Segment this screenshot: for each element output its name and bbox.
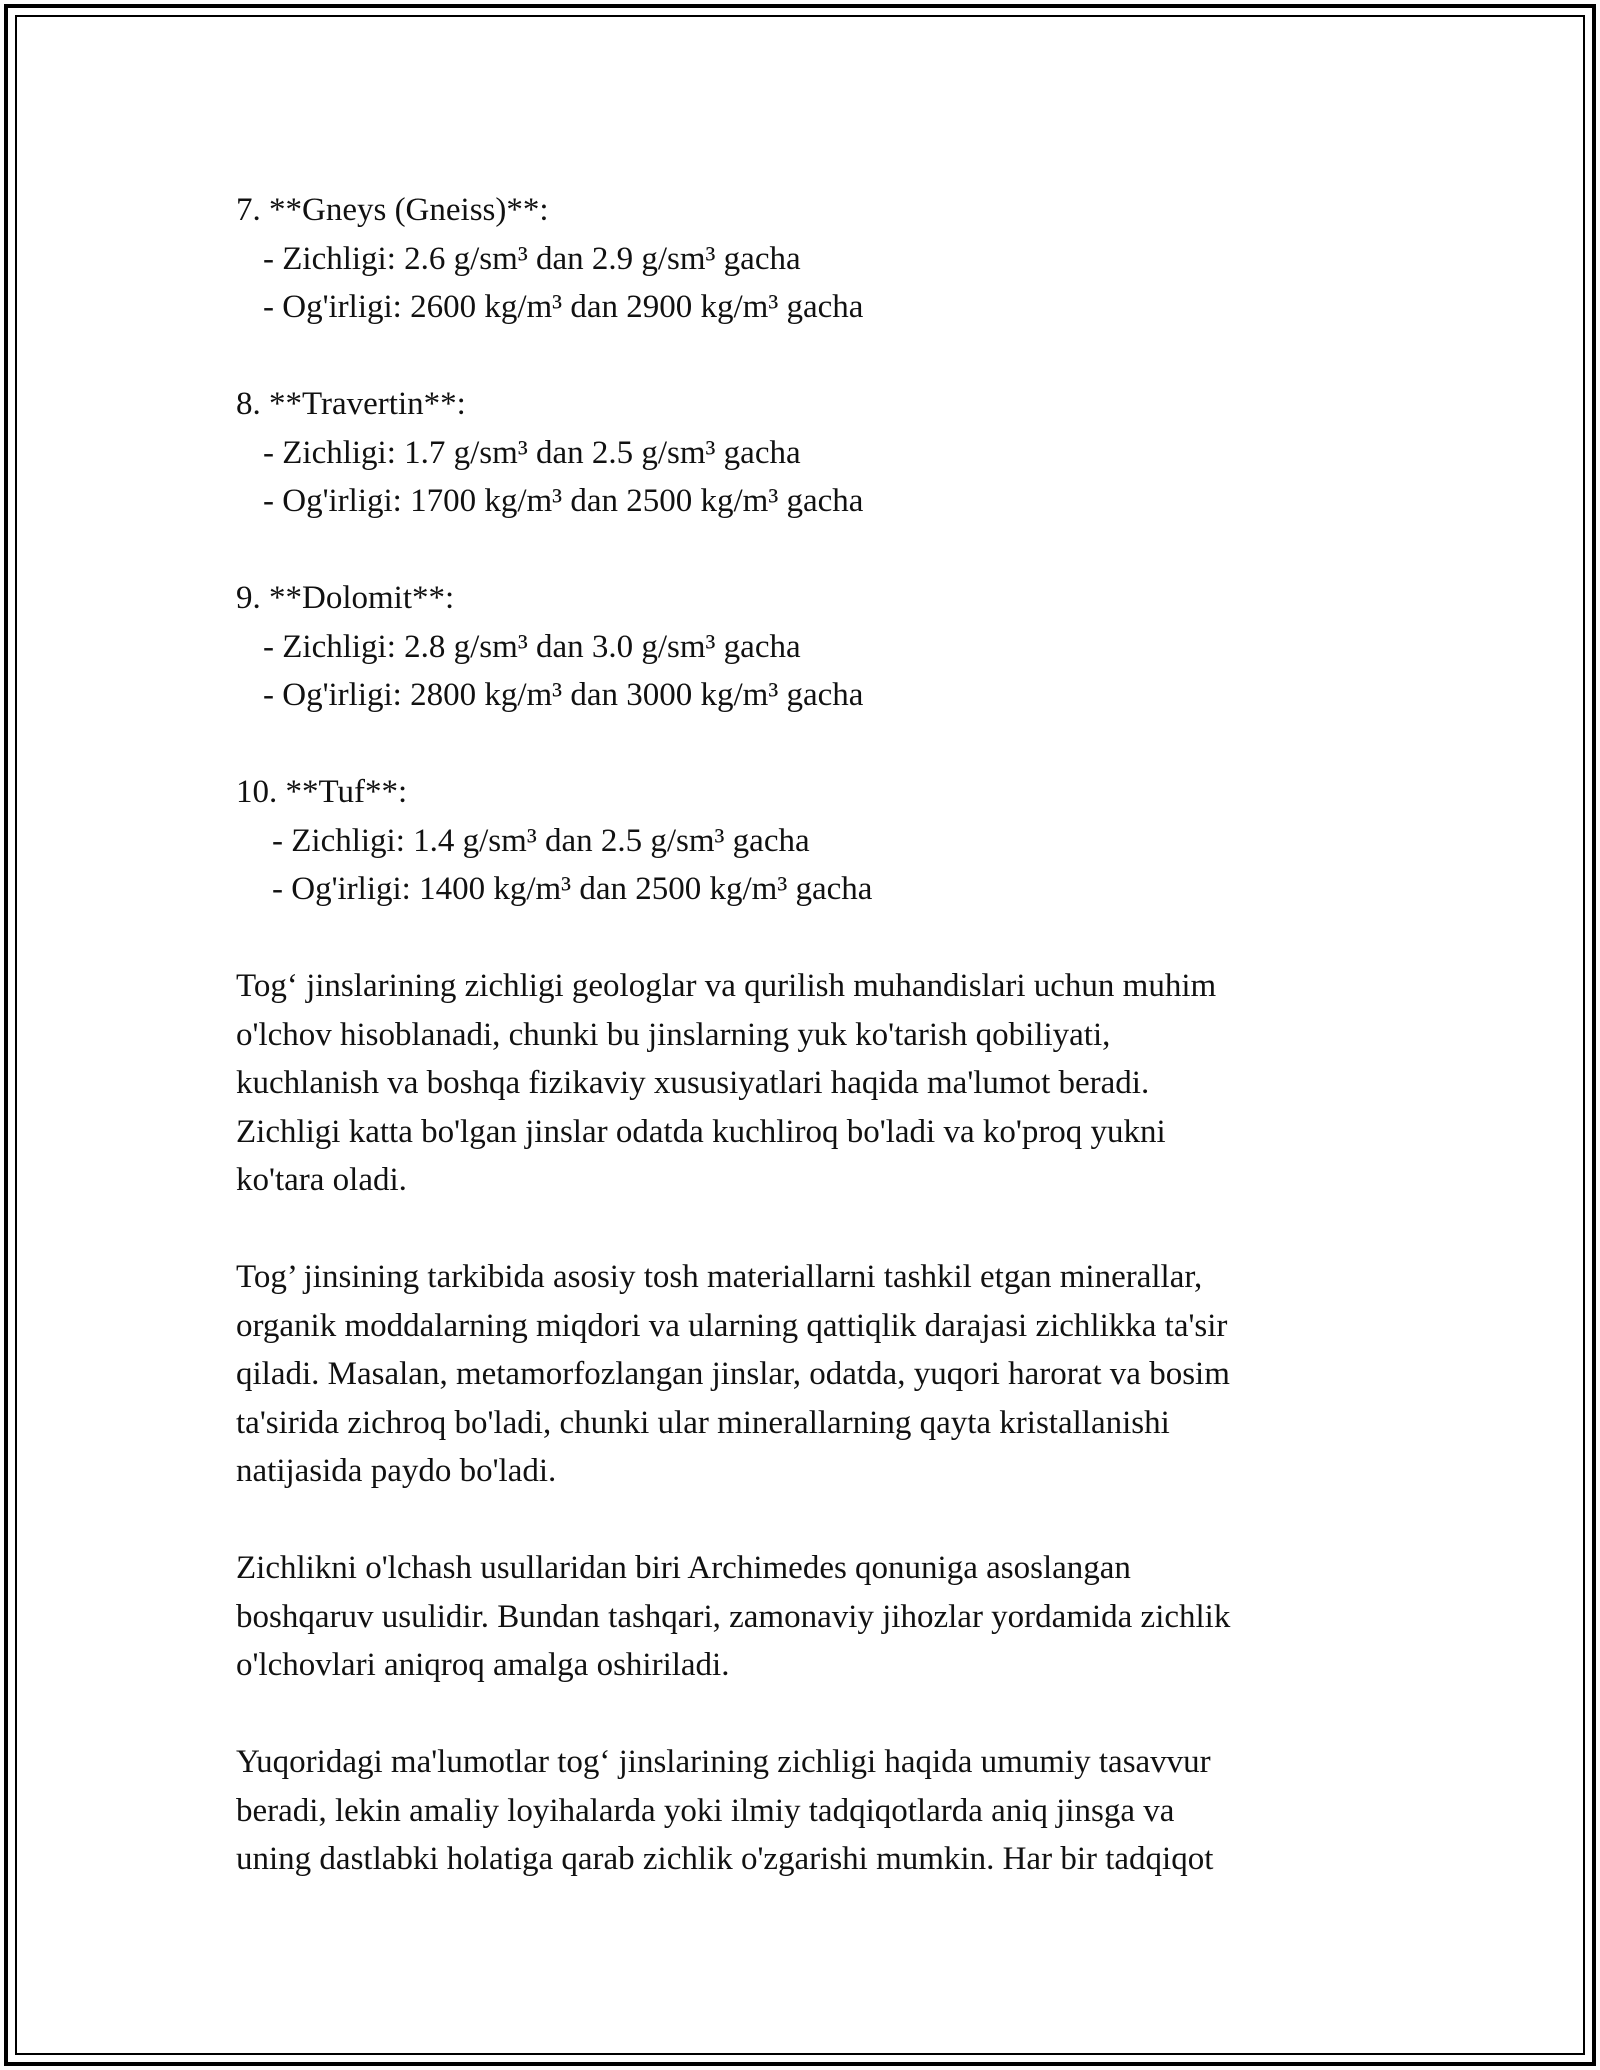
paragraph-line: Yuqoridagi ma'lumotlar tog‘ jinslarining zichligi haqida umumiy tasavvur <box>236 1744 1211 1780</box>
density-line: - Zichligi: 2.6 g/sm³ dan 2.9 g/sm³ gacha <box>263 240 801 277</box>
paragraph-line: o'lchovlari aniqroq amalga oshiriladi. <box>236 1647 730 1683</box>
list-item-heading: 8. **Travertin**: <box>236 386 466 422</box>
paragraph-composition <box>236 1253 1366 1496</box>
paragraph-line: qiladi. Masalan, metamorfozlangan jinslar, odatda, yuqori harorat va bosim <box>236 1356 1230 1392</box>
weight-line: - Og'irligi: 1400 kg/m³ dan 2500 kg/m³ gacha <box>272 871 873 907</box>
density-line: - Zichligi: 1.4 g/sm³ dan 2.5 g/sm³ gacha <box>272 822 810 859</box>
paragraph-line: uning dastlabki holatiga qarab zichlik o'zgarishi mumkin. Har bir tadqiqot <box>236 1841 1214 1877</box>
paragraph-line: Tog’ jinsining tarkibida asosiy tosh materiallarni tashkil etgan minerallar, <box>236 1259 1203 1295</box>
list-item-heading: 9. **Dolomit**: <box>236 580 455 616</box>
list-item-travertine <box>236 380 1366 526</box>
paragraph-line: Zichlikni o'lchash usullaridan biri Archimedes qonuniga asoslangan <box>236 1550 1131 1586</box>
spacer <box>236 1205 1366 1254</box>
density-line: - Zichligi: 1.7 g/sm³ dan 2.5 g/sm³ gacha <box>263 434 801 471</box>
list-item-heading: 10. **Tuf**: <box>236 774 408 810</box>
paragraph-measurement <box>236 1544 1366 1690</box>
spacer <box>236 720 1366 769</box>
spacer <box>236 914 1366 963</box>
paragraph-line: o'lchov hisoblanadi, chunki bu jinslarning yuk ko'tarish qobiliyati, <box>236 1016 1111 1053</box>
document-body <box>236 186 1366 1884</box>
weight-line: - Og'irligi: 1700 kg/m³ dan 2500 kg/m³ gacha <box>263 483 864 519</box>
density-line: - Zichligi: 2.8 g/sm³ dan 3.0 g/sm³ gacha <box>263 628 801 665</box>
paragraph-line: organik moddalarning miqdori va ularning qattiqlik darajasi zichlikka ta'sir <box>236 1307 1228 1344</box>
spacer <box>236 332 1366 381</box>
list-item-gneiss <box>236 186 1366 332</box>
paragraph-density-importance <box>236 962 1366 1205</box>
spacer <box>236 1690 1366 1739</box>
paragraph-line: Tog‘ jinslarining zichligi geologlar va qurilish muhandislari uchun muhim <box>236 968 1217 1004</box>
paragraph-line: natijasida paydo bo'ladi. <box>236 1453 557 1489</box>
weight-line: - Og'irligi: 2800 kg/m³ dan 3000 kg/m³ gacha <box>263 677 864 713</box>
weight-line: - Og'irligi: 2600 kg/m³ dan 2900 kg/m³ gacha <box>263 289 864 325</box>
paragraph-line: beradi, lekin amaliy loyihalarda yoki ilmiy tadqiqotlarda aniq jinsga va <box>236 1792 1175 1829</box>
paragraph-line: ta'sirida zichroq bo'ladi, chunki ular minerallarning qayta kristallanishi <box>236 1404 1170 1441</box>
spacer <box>236 526 1366 575</box>
paragraph-line: ko'tara oladi. <box>236 1162 407 1198</box>
list-item-dolomite <box>236 574 1366 720</box>
paragraph-line: Zichligi katta bo'lgan jinslar odatda kuchliroq bo'ladi va ko'proq yukni <box>236 1113 1166 1150</box>
paragraph-line: boshqaruv usulidir. Bundan tashqari, zamonaviy jihozlar yordamida zichlik <box>236 1598 1231 1635</box>
list-item-heading: 7. **Gneys (Gneiss)**: <box>236 192 549 228</box>
paragraph-line: kuchlanish va boshqa fizikaviy xususiyatlari haqida ma'lumot beradi. <box>236 1065 1150 1101</box>
list-item-tuff <box>236 768 1366 914</box>
paragraph-conclusion <box>236 1738 1366 1884</box>
spacer <box>236 1496 1366 1545</box>
